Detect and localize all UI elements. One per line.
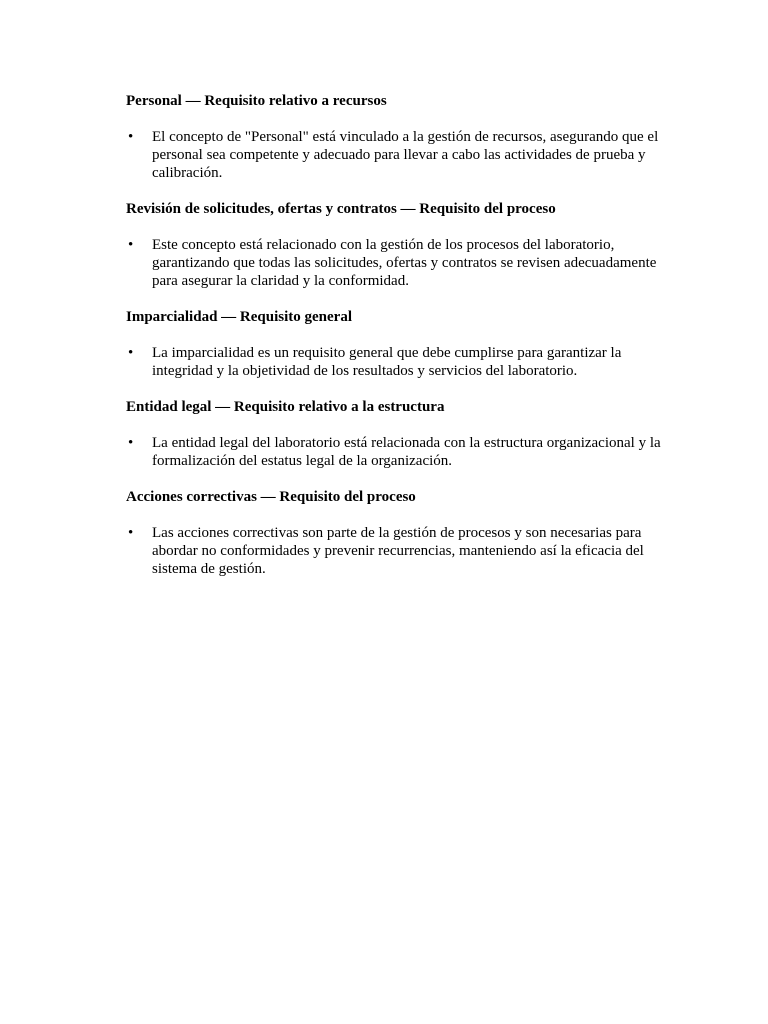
bullet-list [126, 524, 666, 578]
list-item-text: La entidad legal del laboratorio está relacionada con la estructura organizacional y la formalización del estatus legal de la organización. [152, 435, 661, 469]
list-item-text: Las acciones correctivas son parte de la gestión de procesos y son necesarias para abordar no conformidades y prevenir recurrencias, manteniendo así la eficacia del sistema de gestión. [152, 525, 644, 577]
list-item [126, 344, 666, 380]
list-item [126, 236, 666, 290]
section-heading: Revisión de solicitudes, ofertas y contratos — Requisito del proceso [126, 201, 556, 217]
section-heading: Personal — Requisito relativo a recursos [126, 93, 387, 109]
section-imparcialidad [126, 308, 666, 380]
section-acciones-correctivas [126, 488, 666, 578]
list-item-text: Este concepto está relacionado con la gestión de los procesos del laboratorio, garantizando que todas las solicitudes, ofertas y contratos se revisen adecuadamente para asegurar la claridad y la conformidad. [152, 237, 657, 289]
bullet-icon: • [128, 237, 134, 253]
section-revision [126, 200, 666, 290]
list-item-text: La imparcialidad es un requisito general que debe cumplirse para garantizar la integridad y la objetividad de los resultados y servicios del laboratorio. [152, 345, 622, 379]
section-personal [126, 92, 666, 182]
list-item [126, 434, 666, 470]
bullet-icon: • [128, 525, 134, 541]
bullet-list [126, 344, 666, 380]
document-body [126, 92, 666, 596]
list-item [126, 128, 666, 182]
bullet-icon: • [128, 345, 134, 361]
section-heading: Acciones correctivas — Requisito del proceso [126, 489, 416, 505]
bullet-list [126, 236, 666, 290]
section-heading: Imparcialidad — Requisito general [126, 309, 352, 325]
bullet-list [126, 434, 666, 470]
section-heading: Entidad legal — Requisito relativo a la estructura [126, 399, 445, 415]
section-entidad-legal [126, 398, 666, 470]
bullet-icon: • [128, 435, 134, 451]
bullet-list [126, 128, 666, 182]
list-item [126, 524, 666, 578]
bullet-icon: • [128, 129, 134, 145]
list-item-text: El concepto de "Personal" está vinculado a la gestión de recursos, asegurando que el personal sea competente y adecuado para llevar a cabo las actividades de prueba y calibración. [152, 129, 659, 181]
